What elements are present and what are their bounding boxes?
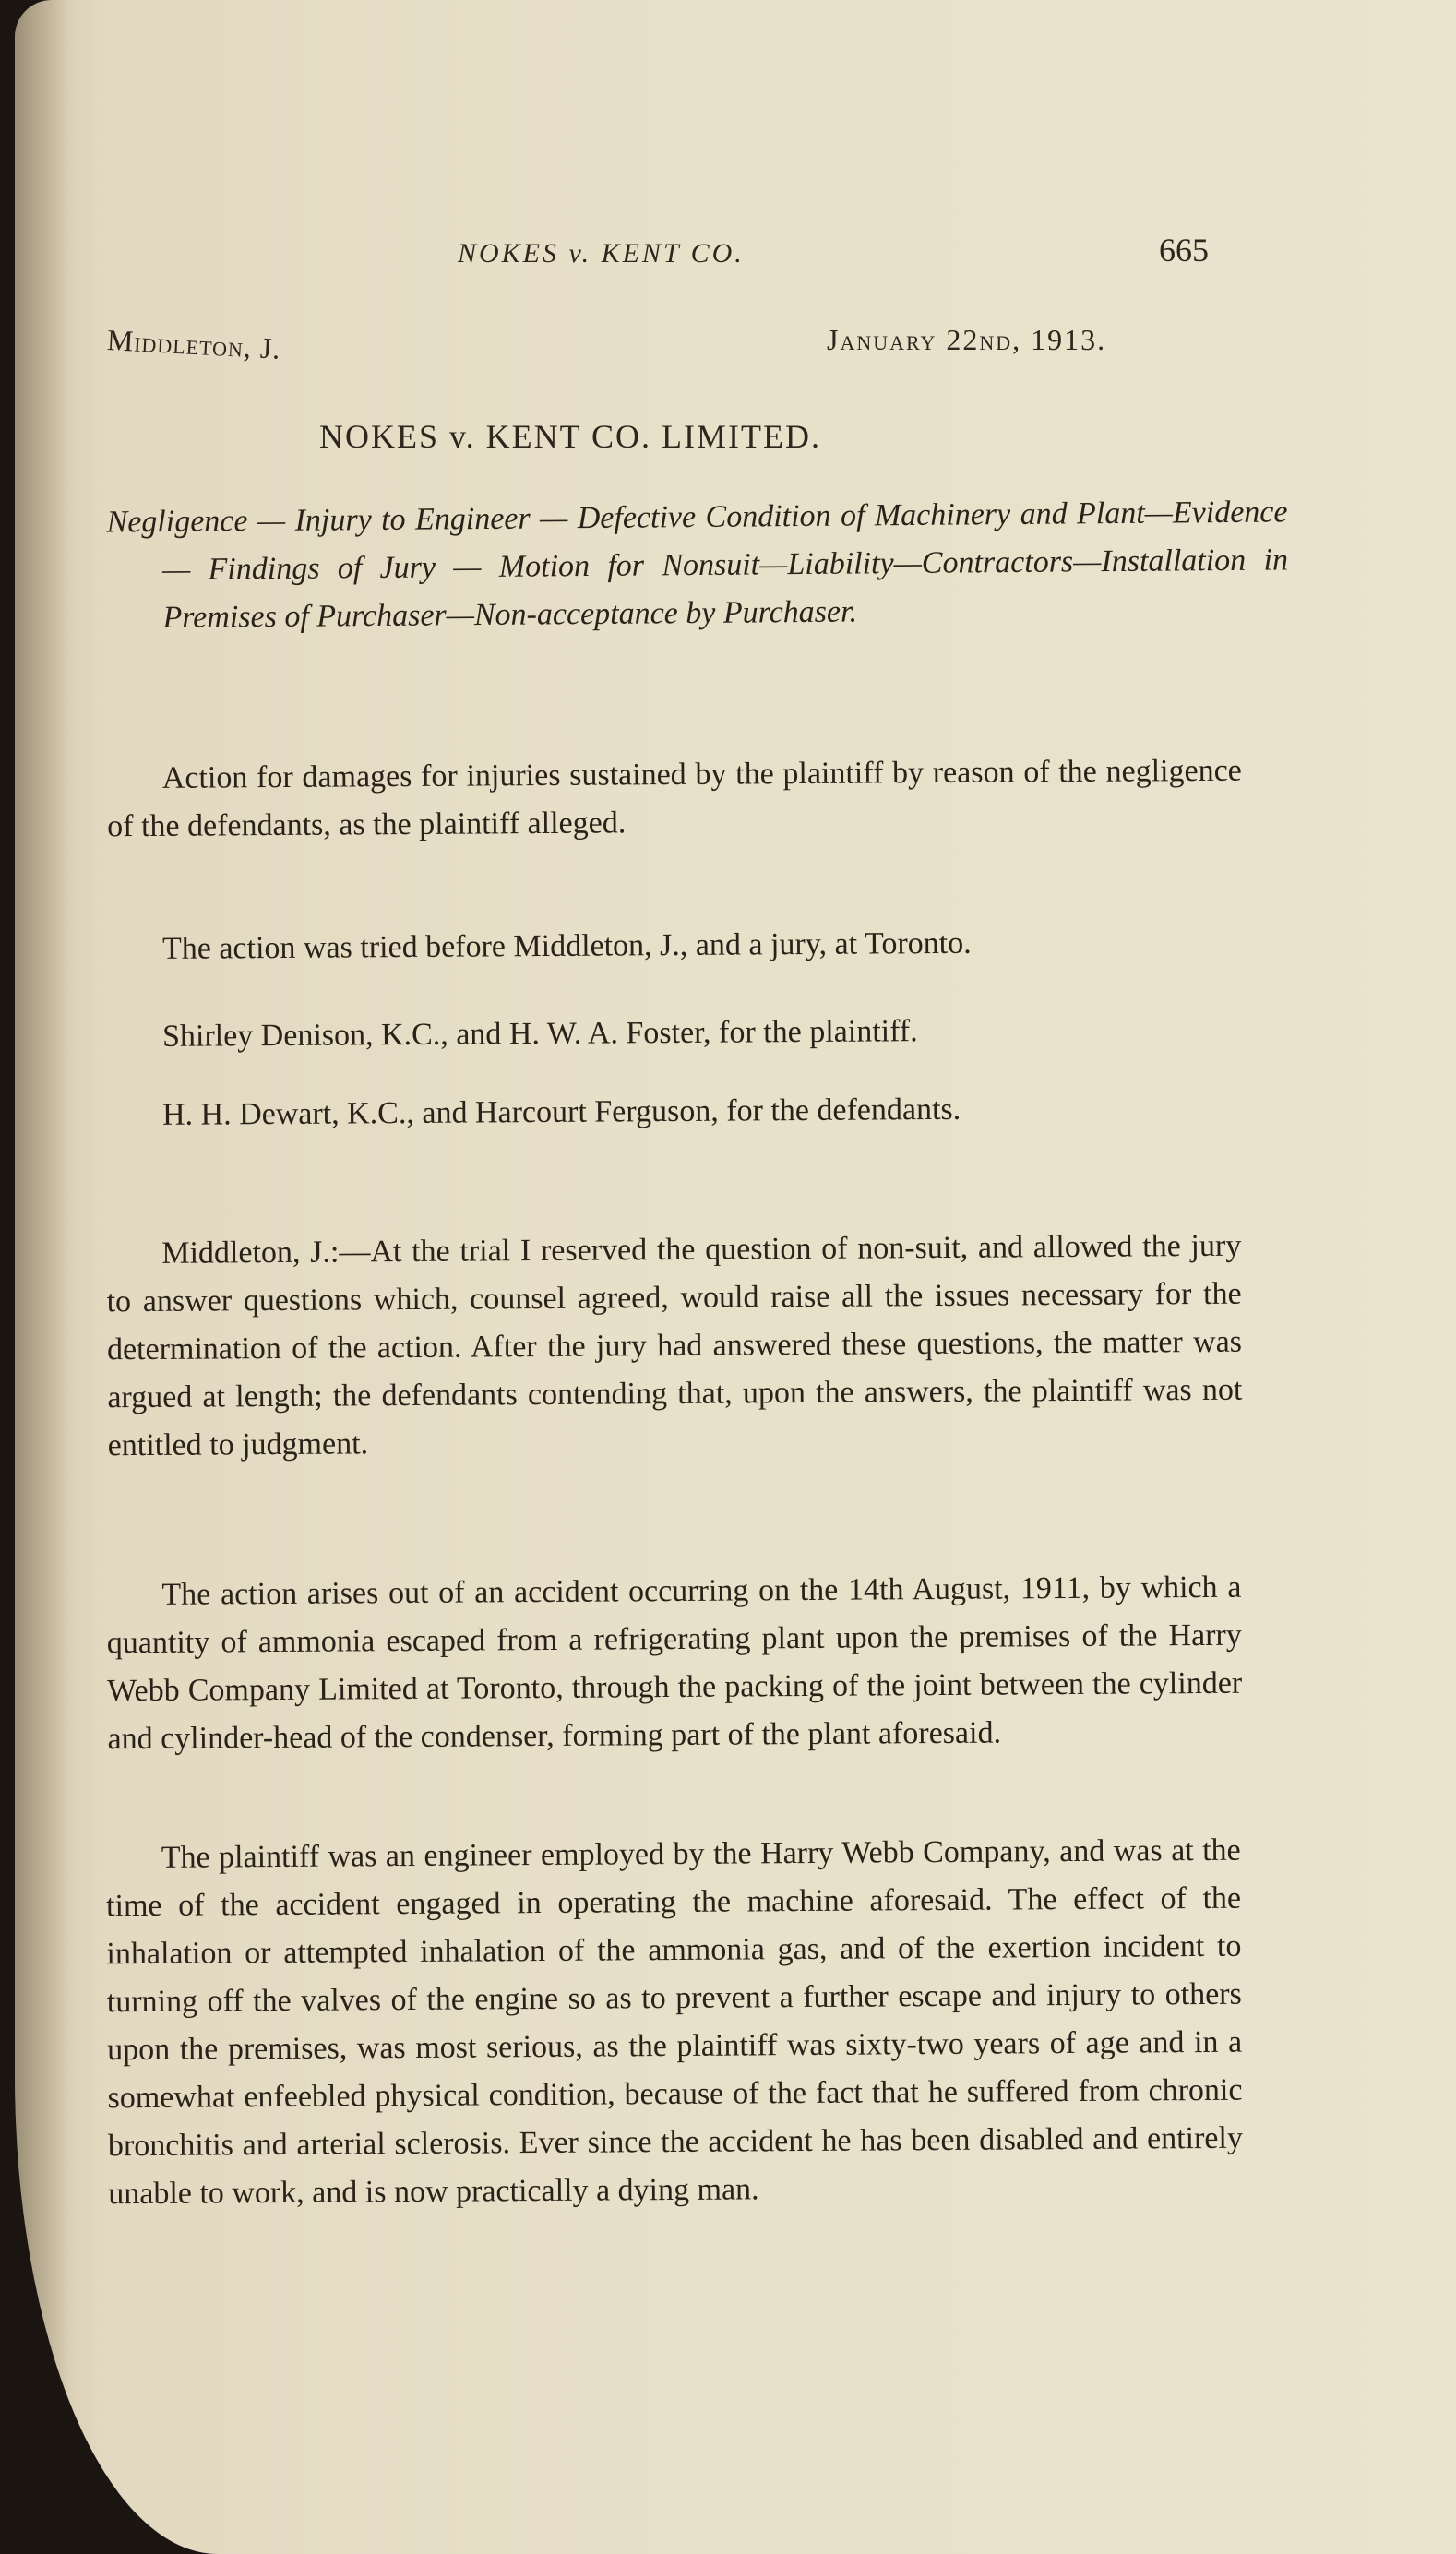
paragraph-plaintiff-injury: The plaintiff was an engineer employed by the Harry Webb Company, and was at the time of the accident engaged in operating the machine aforesaid. The effect of the inhalation or attempted inhalation of the ammonia gas, and of the exertion incident to turning off the valves of the engine so as to prevent a further escape and injury to others upon the premises, was most serious, as the plaintiff was sixty-two years of age and in a somewhat enfeebled physical condition, because of the fact that he suffered from chronic bronchitis and arterial sclerosis. Ever since the accident he has been disabled and entirely unable to work, and is now practically a dying man. (105, 1832, 1244, 2212)
paragraph-defendant-counsel: H. H. Dewart, K.C., and Harcourt Ferguson, for the defendants. (161, 1092, 961, 1132)
byline (15, 323, 1456, 369)
case-title: NOKES v. KENT CO. LIMITED. (319, 418, 821, 455)
decision-date: January 22nd, 1913. (827, 323, 1107, 356)
paragraph-accident: The action arises out of an accident occurring on the 14th August, 1911, by which a quantity of ammonia escaped from a refrigerating plant upon the premises of the Harry Webb Company Limited at Toronto, through the packing of the joint between the cylinder and cylinder-head of the condenser, forming part of the plant aforesaid. (106, 1569, 1243, 1757)
paragraph-judgment-intro: Middleton, J.:—At the trial I reserved the question of non-suit, and allowed the jury to answer questions which, counsel agreed, would raise all the issues necessary for the determination of the action. After the jury had answered these questions, the matter was argued at length; the defendants contending that, upon the answers, the plaintiff was not entitled to judgment. (106, 1228, 1243, 1463)
paragraph-plaintiff-counsel: Shirley Denison, K.C., and H. W. A. Foster, for the plaintiff. (161, 1014, 918, 1054)
spine-shadow (15, 0, 70, 2554)
headnote: Negligence — Injury to Engineer — Defective Condition of Machinery and Plant—Evidence — Findings of Jury — Motion for Nonsuit—Liability—Contractors—Installation in Premises of Purchaser—Non-acceptance by Purchaser. (106, 495, 1289, 636)
page-header (15, 231, 1456, 277)
paragraph-action: Action for damages for injuries sustained by the plaintiff by reason of the negligence of the defendants, as the plaintiff alleged. (107, 753, 1242, 844)
running-head: NOKES v. KENT CO. (458, 238, 745, 269)
book-page (15, 0, 1456, 2554)
paragraph-trial: The action was tried before Middleton, J., and a jury, at Toronto. (161, 925, 972, 966)
judge-name: Middleton, J. (106, 323, 282, 365)
page-number: 665 (1159, 232, 1209, 269)
